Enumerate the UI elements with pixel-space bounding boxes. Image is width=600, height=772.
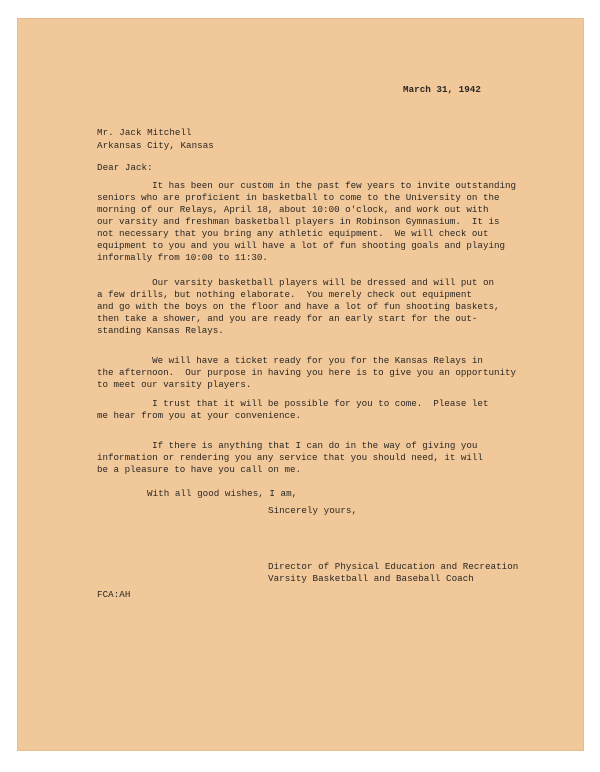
paragraph-line: equipment to you and you will have a lot of fun shooting goals and playing — [97, 240, 505, 251]
paragraph-line: me hear from you at your convenience. — [97, 410, 301, 421]
letter-page — [17, 18, 584, 751]
paragraph-line: information or rendering you any service that you should need, it will — [97, 452, 483, 463]
paragraph-line: Our varsity basketball players will be dressed and will put on — [97, 277, 494, 288]
paragraph-line: informally from 10:00 to 11:30. — [97, 252, 268, 263]
signature-title-1: Director of Physical Education and Recreation — [268, 561, 519, 572]
paragraph-line: If there is anything that I can do in the way of giving you — [97, 440, 478, 451]
paragraph-line: a few drills, but nothing elaborate. You merely check out equipment — [97, 289, 472, 300]
recipient-city: Arkansas City, Kansas — [97, 140, 214, 151]
paragraph-line: I trust that it will be possible for you to come. Please let — [97, 398, 489, 409]
paragraph-line: standing Kansas Relays. — [97, 325, 224, 336]
paragraph-1 — [97, 180, 547, 264]
paragraph-2 — [97, 277, 547, 337]
recipient-name: Mr. Jack Mitchell — [97, 127, 192, 138]
paragraph-line: be a pleasure to have you call on me. — [97, 464, 301, 475]
paragraph-line: seniors who are proficient in basketball to come to the University on the — [97, 192, 500, 203]
signoff: Sincerely yours, — [268, 505, 358, 516]
paragraph-5 — [97, 440, 547, 476]
paragraph-line: not necessary that you bring any athletic equipment. We will check out — [97, 228, 489, 239]
typist-initials: FCA:AH — [97, 589, 131, 600]
paragraph-3 — [97, 355, 547, 391]
paragraph-line: our varsity and freshman basketball players in Robinson Gymnasium. It is — [97, 216, 500, 227]
paragraph-line: It has been our custom in the past few years to invite outstanding — [97, 180, 517, 191]
paragraph-line: We will have a ticket ready for you for the Kansas Relays in — [97, 355, 483, 366]
paragraph-line: to meet our varsity players. — [97, 379, 252, 390]
paragraph-line: morning of our Relays, April 18, about 10:00 o'clock, and work out with — [97, 204, 489, 215]
letter-date: March 31, 1942 — [403, 84, 481, 95]
paragraph-line: the afternoon. Our purpose in having you here is to give you an opportunity — [97, 367, 517, 378]
closing-line: With all good wishes, I am, — [147, 488, 298, 499]
salutation: Dear Jack: — [97, 162, 153, 173]
paragraph-line: and go with the boys on the floor and have a lot of fun shooting baskets, — [97, 301, 500, 312]
paragraph-4 — [97, 398, 547, 422]
signature-title-2: Varsity Basketball and Baseball Coach — [268, 573, 474, 584]
paragraph-line: then take a shower, and you are ready for an early start for the out- — [97, 313, 478, 324]
